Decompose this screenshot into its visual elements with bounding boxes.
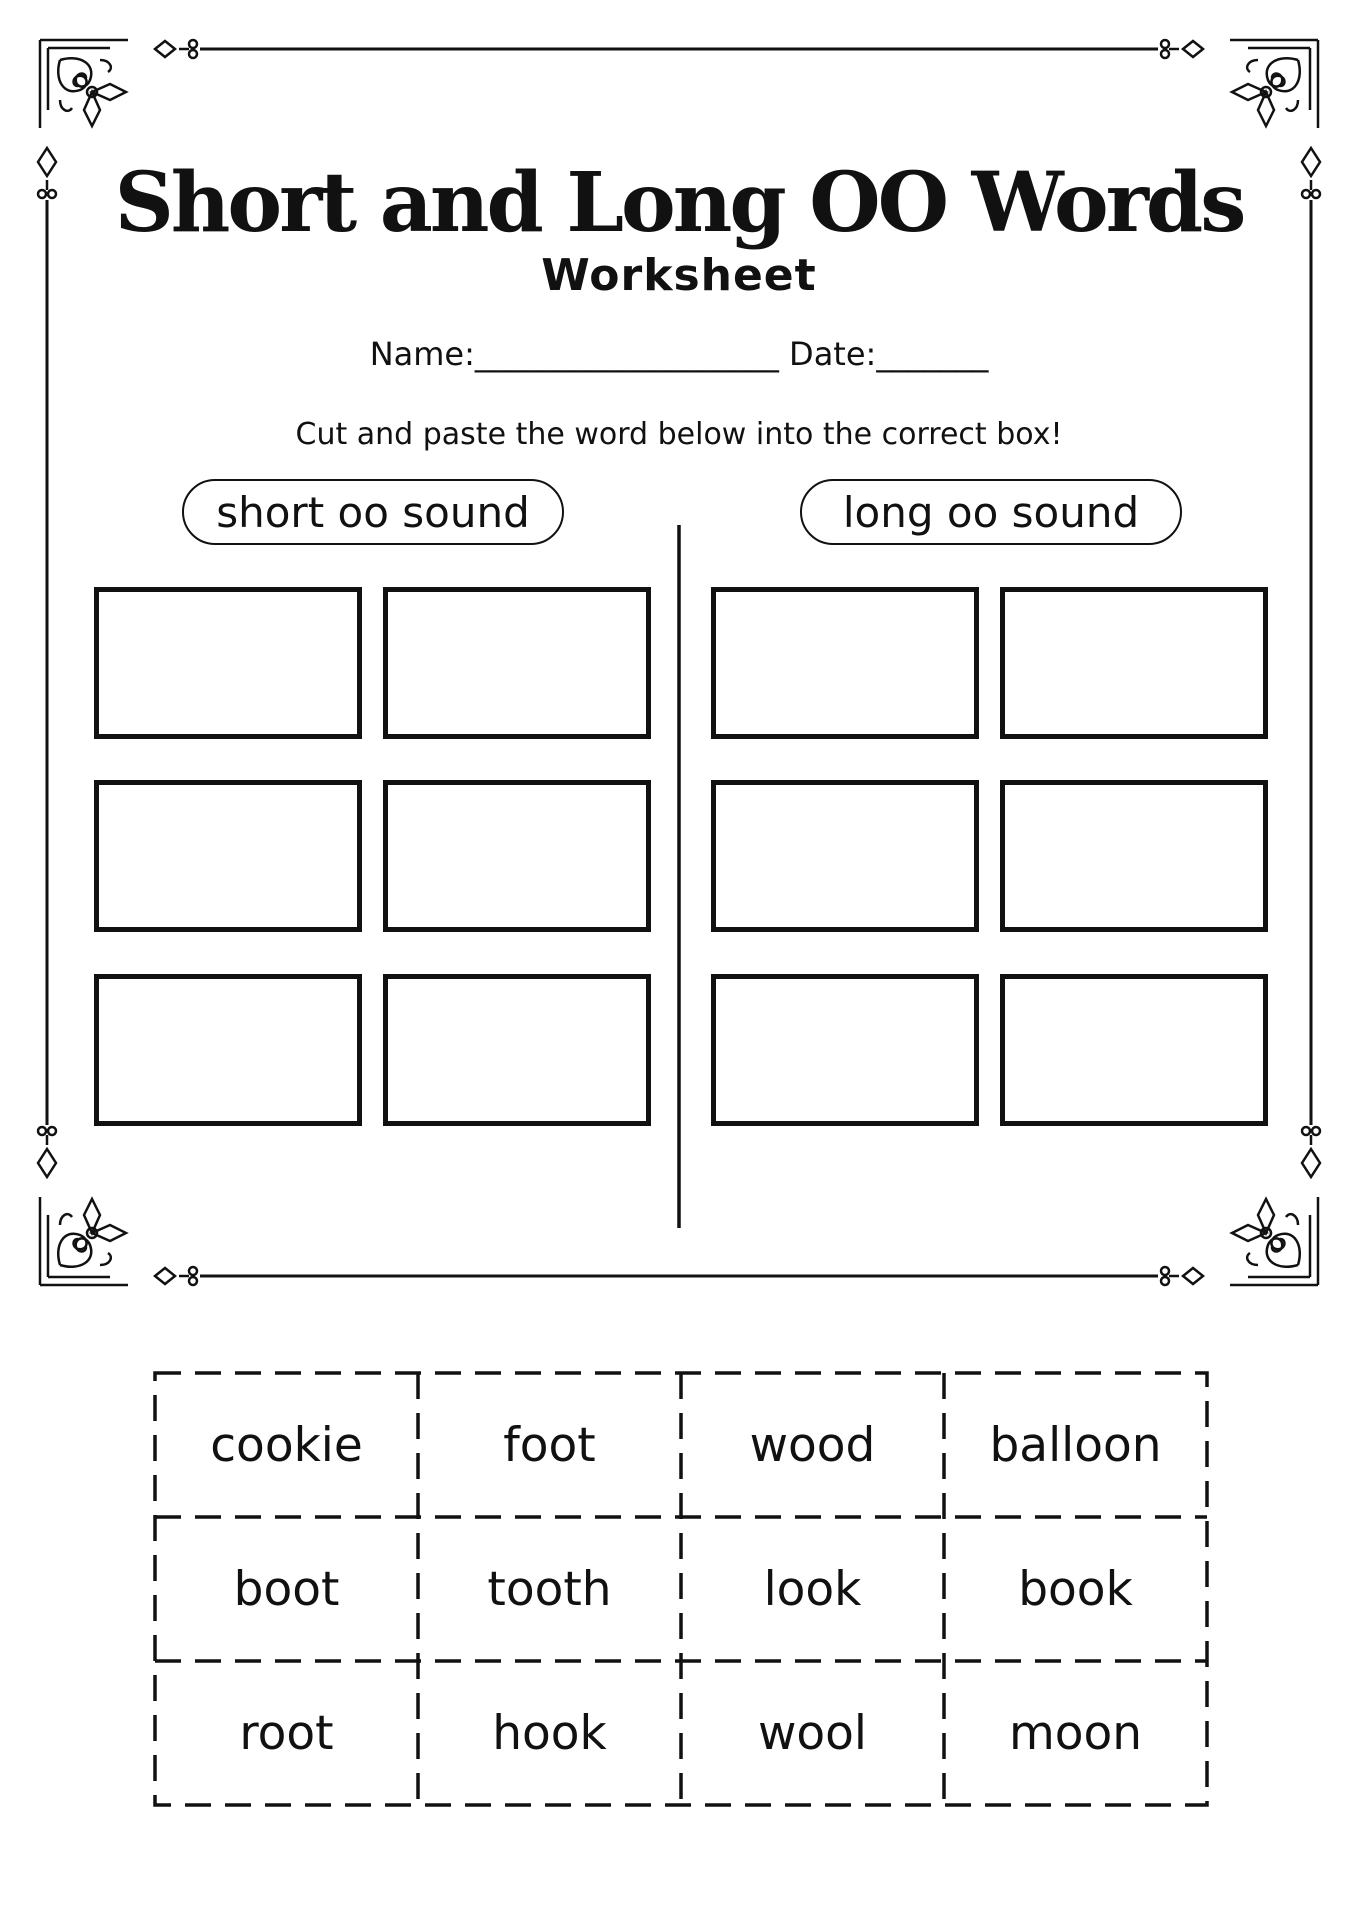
short-oo-box[interactable]	[383, 974, 651, 1126]
word-card[interactable]: moon	[1008, 1706, 1143, 1761]
word-card[interactable]: foot	[503, 1418, 596, 1473]
word-card[interactable]: balloon	[989, 1418, 1162, 1473]
short-oo-box[interactable]	[383, 780, 651, 932]
long-oo-label: long oo sound	[800, 479, 1182, 545]
short-oo-box[interactable]	[94, 587, 362, 739]
short-oo-label: short oo sound	[182, 479, 564, 545]
long-oo-box[interactable]	[1000, 974, 1268, 1126]
short-oo-box[interactable]	[94, 974, 362, 1126]
long-oo-box[interactable]	[1000, 587, 1268, 739]
word-card[interactable]: book	[1018, 1562, 1133, 1617]
word-card[interactable]: wood	[749, 1418, 876, 1473]
name-date-line	[0, 335, 1358, 373]
word-card[interactable]: boot	[233, 1562, 340, 1617]
long-oo-box[interactable]	[711, 974, 979, 1126]
short-oo-box[interactable]	[383, 587, 651, 739]
date-label: Date:	[789, 335, 877, 373]
short-oo-box[interactable]	[94, 780, 362, 932]
instruction-text: Cut and paste the word below into the correct box!	[295, 417, 1063, 452]
word-card[interactable]: cookie	[210, 1418, 363, 1473]
long-oo-box[interactable]	[1000, 780, 1268, 932]
date-blank[interactable]: _______	[876, 335, 989, 373]
page-title: Short and Long OO Words	[114, 155, 1244, 251]
name-label: Name:	[369, 335, 475, 373]
word-card[interactable]: look	[763, 1562, 862, 1617]
word-card[interactable]: wool	[757, 1706, 867, 1761]
long-oo-box[interactable]	[711, 587, 979, 739]
long-oo-box[interactable]	[711, 780, 979, 932]
word-card[interactable]: tooth	[487, 1562, 612, 1617]
word-card[interactable]: hook	[492, 1706, 607, 1761]
word-card[interactable]: root	[239, 1706, 334, 1761]
name-blank[interactable]: ___________________	[474, 335, 779, 373]
page-subtitle: Worksheet	[541, 250, 817, 301]
